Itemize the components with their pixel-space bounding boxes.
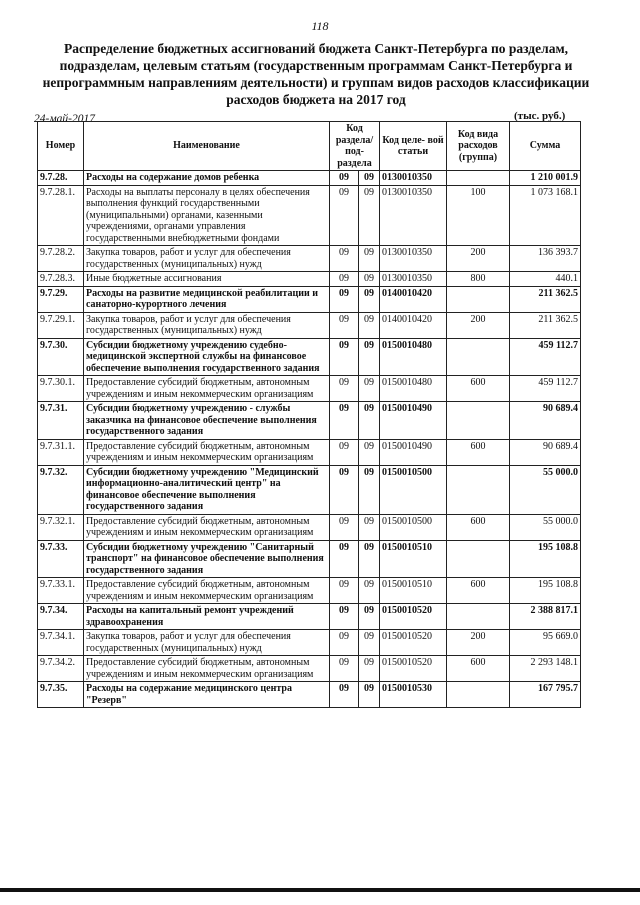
row-section-code: 09 [330, 246, 359, 272]
row-subsection-code: 09 [359, 402, 380, 440]
table-row [38, 376, 581, 402]
row-group-code [447, 338, 510, 376]
row-sum: 211 362.5 [510, 312, 581, 338]
row-group-code [447, 286, 510, 312]
row-section-code: 09 [330, 682, 359, 708]
row-number: 9.7.29. [38, 286, 84, 312]
row-target-code: 0150010490 [380, 439, 447, 465]
row-group-code [447, 171, 510, 186]
row-subsection-code: 09 [359, 376, 380, 402]
row-target-code: 0140010420 [380, 312, 447, 338]
row-section-code: 09 [330, 376, 359, 402]
row-sum: 2 293 148.1 [510, 656, 581, 682]
row-sum: 1 210 001.9 [510, 171, 581, 186]
row-name: Предоставление субсидий бюджетным, автономным учреждениям и иным некоммерческим организациям [84, 439, 330, 465]
row-subsection-code: 09 [359, 578, 380, 604]
row-sum: 55 000.0 [510, 514, 581, 540]
row-sum: 195 108.8 [510, 540, 581, 578]
row-group-code [447, 682, 510, 708]
row-subsection-code: 09 [359, 465, 380, 514]
row-sum: 1 073 168.1 [510, 185, 581, 246]
row-target-code: 0150010510 [380, 578, 447, 604]
row-target-code: 0150010480 [380, 376, 447, 402]
row-name: Закупка товаров, работ и услуг для обеспечения государственных (муниципальных) нужд [84, 246, 330, 272]
row-target-code: 0150010510 [380, 540, 447, 578]
table-row [38, 630, 581, 656]
page-number: 118 [311, 19, 329, 33]
table-row [38, 540, 581, 578]
row-subsection-code: 09 [359, 286, 380, 312]
row-name: Субсидии бюджетному учреждению "Санитарный транспорт" на финансовое обеспечение выполнения государственного задания [84, 540, 330, 578]
row-name: Расходы на развитие медицинской реабилитации и санаторно-курортного лечения [84, 286, 330, 312]
table-row [38, 286, 581, 312]
row-group-code: 600 [447, 439, 510, 465]
row-target-code: 0150010480 [380, 338, 447, 376]
row-sum: 55 000.0 [510, 465, 581, 514]
row-section-code: 09 [330, 185, 359, 246]
footer-rule [0, 888, 640, 892]
row-number: 9.7.34.1. [38, 630, 84, 656]
row-sum: 440.1 [510, 272, 581, 287]
header-sum: Сумма [510, 122, 581, 171]
row-sum: 2 388 817.1 [510, 604, 581, 630]
row-group-code [447, 465, 510, 514]
row-subsection-code: 09 [359, 272, 380, 287]
table-row [38, 402, 581, 440]
budget-table [37, 121, 581, 708]
table-row [38, 604, 581, 630]
row-subsection-code: 09 [359, 630, 380, 656]
row-section-code: 09 [330, 540, 359, 578]
row-sum: 459 112.7 [510, 338, 581, 376]
row-sum: 90 689.4 [510, 402, 581, 440]
row-target-code: 0150010530 [380, 682, 447, 708]
row-target-code: 0140010420 [380, 286, 447, 312]
row-number: 9.7.33.1. [38, 578, 84, 604]
header-name: Наименование [84, 122, 330, 171]
row-sum: 95 669.0 [510, 630, 581, 656]
table-row [38, 185, 581, 246]
table-row [38, 272, 581, 287]
row-section-code: 09 [330, 338, 359, 376]
row-subsection-code: 09 [359, 540, 380, 578]
header-group-code: Код вида расходов (группа) [447, 122, 510, 171]
row-subsection-code: 09 [359, 171, 380, 186]
row-name: Предоставление субсидий бюджетным, автономным учреждениям и иным некоммерческим организациям [84, 656, 330, 682]
row-sum: 211 362.5 [510, 286, 581, 312]
row-name: Расходы на выплаты персоналу в целях обеспечения выполнения функций государственными (муниципальными) органами, казенными учреждениями, органами управления государственными внебюджетными фондами [84, 185, 330, 246]
row-number: 9.7.33. [38, 540, 84, 578]
row-target-code: 0150010490 [380, 402, 447, 440]
row-name: Закупка товаров, работ и услуг для обеспечения государственных (муниципальных) нужд [84, 630, 330, 656]
row-name: Предоставление субсидий бюджетным, автономным учреждениям и иным некоммерческим организациям [84, 376, 330, 402]
row-name: Субсидии бюджетному учреждению - службы заказчика на финансовое обеспечение выполнения государственного задания [84, 402, 330, 440]
document-date: 24-май-2017 [34, 113, 95, 125]
row-name: Расходы на содержание медицинского центра "Резерв" [84, 682, 330, 708]
row-target-code: 0150010520 [380, 604, 447, 630]
table-row [38, 682, 581, 708]
row-target-code: 0130010350 [380, 246, 447, 272]
row-subsection-code: 09 [359, 312, 380, 338]
row-target-code: 0130010350 [380, 185, 447, 246]
row-target-code: 0150010520 [380, 656, 447, 682]
row-section-code: 09 [330, 465, 359, 514]
row-number: 9.7.31.1. [38, 439, 84, 465]
row-section-code: 09 [330, 578, 359, 604]
row-target-code: 0150010500 [380, 465, 447, 514]
row-subsection-code: 09 [359, 682, 380, 708]
row-section-code: 09 [330, 272, 359, 287]
row-number: 9.7.31. [38, 402, 84, 440]
row-section-code: 09 [330, 630, 359, 656]
row-sum: 167 795.7 [510, 682, 581, 708]
row-subsection-code: 09 [359, 604, 380, 630]
table-row [38, 439, 581, 465]
row-number: 9.7.28. [38, 171, 84, 186]
row-subsection-code: 09 [359, 246, 380, 272]
row-group-code: 200 [447, 246, 510, 272]
row-section-code: 09 [330, 514, 359, 540]
row-subsection-code: 09 [359, 439, 380, 465]
row-target-code: 0150010500 [380, 514, 447, 540]
row-number: 9.7.28.2. [38, 246, 84, 272]
row-name: Расходы на содержание домов ребенка [84, 171, 330, 186]
row-subsection-code: 09 [359, 338, 380, 376]
row-name: Расходы на капитальный ремонт учреждений здравоохранения [84, 604, 330, 630]
row-target-code: 0130010350 [380, 171, 447, 186]
row-number: 9.7.30. [38, 338, 84, 376]
header-section-code: Код раздела/ под- раздела [330, 122, 380, 171]
row-section-code: 09 [330, 439, 359, 465]
header-target-code: Код целе- вой статьи [380, 122, 447, 171]
row-section-code: 09 [330, 402, 359, 440]
row-name: Предоставление субсидий бюджетным, автономным учреждениям и иным некоммерческим организациям [84, 578, 330, 604]
row-subsection-code: 09 [359, 514, 380, 540]
table-row [38, 465, 581, 514]
row-group-code [447, 540, 510, 578]
row-sum: 195 108.8 [510, 578, 581, 604]
row-section-code: 09 [330, 604, 359, 630]
table-row [38, 312, 581, 338]
row-name: Субсидии бюджетному учреждению судебно-медицинской экспертной службы на финансовое обеспечение выполнения государственного задания [84, 338, 330, 376]
row-number: 9.7.35. [38, 682, 84, 708]
row-group-code: 600 [447, 578, 510, 604]
row-group-code: 600 [447, 656, 510, 682]
row-sum: 90 689.4 [510, 439, 581, 465]
row-target-code: 0150010520 [380, 630, 447, 656]
row-section-code: 09 [330, 656, 359, 682]
row-number: 9.7.34.2. [38, 656, 84, 682]
row-group-code: 200 [447, 312, 510, 338]
table-row [38, 514, 581, 540]
row-number: 9.7.28.3. [38, 272, 84, 287]
row-group-code: 200 [447, 630, 510, 656]
header-number: Номер [38, 122, 84, 171]
row-number: 9.7.28.1. [38, 185, 84, 246]
table-row [38, 246, 581, 272]
table-body [38, 171, 581, 708]
row-number: 9.7.34. [38, 604, 84, 630]
row-group-code: 600 [447, 514, 510, 540]
row-name: Закупка товаров, работ и услуг для обеспечения государственных (муниципальных) нужд [84, 312, 330, 338]
row-subsection-code: 09 [359, 185, 380, 246]
row-number: 9.7.32. [38, 465, 84, 514]
row-name: Предоставление субсидий бюджетным, автономным учреждениям и иным некоммерческим организациям [84, 514, 330, 540]
row-group-code: 600 [447, 376, 510, 402]
row-target-code: 0130010350 [380, 272, 447, 287]
row-name: Иные бюджетные ассигнования [84, 272, 330, 287]
table-row [38, 338, 581, 376]
row-group-code: 800 [447, 272, 510, 287]
document-title: Распределение бюджетных ассигнований бюджета Санкт-Петербурга по разделам, подразделам, целевым статьям (государственным программам Санкт-Петербурга и непрограммным направлениям деятельности) и группам видов расходов классификации расходов бюджета на 2017 год [42, 41, 590, 107]
row-number: 9.7.30.1. [38, 376, 84, 402]
row-group-code: 100 [447, 185, 510, 246]
row-group-code [447, 604, 510, 630]
row-section-code: 09 [330, 312, 359, 338]
row-section-code: 09 [330, 171, 359, 186]
table-header-row [38, 122, 581, 171]
table-row [38, 578, 581, 604]
row-subsection-code: 09 [359, 656, 380, 682]
row-name: Субсидии бюджетному учреждению "Медицинский информационно-аналитический центр" на финансовое обеспечение выполнения государственного задания [84, 465, 330, 514]
row-number: 9.7.29.1. [38, 312, 84, 338]
row-sum: 459 112.7 [510, 376, 581, 402]
table-row [38, 171, 581, 186]
row-number: 9.7.32.1. [38, 514, 84, 540]
row-group-code [447, 402, 510, 440]
units-label: (тыс. руб.) [514, 110, 566, 122]
table-row [38, 656, 581, 682]
row-section-code: 09 [330, 286, 359, 312]
row-sum: 136 393.7 [510, 246, 581, 272]
